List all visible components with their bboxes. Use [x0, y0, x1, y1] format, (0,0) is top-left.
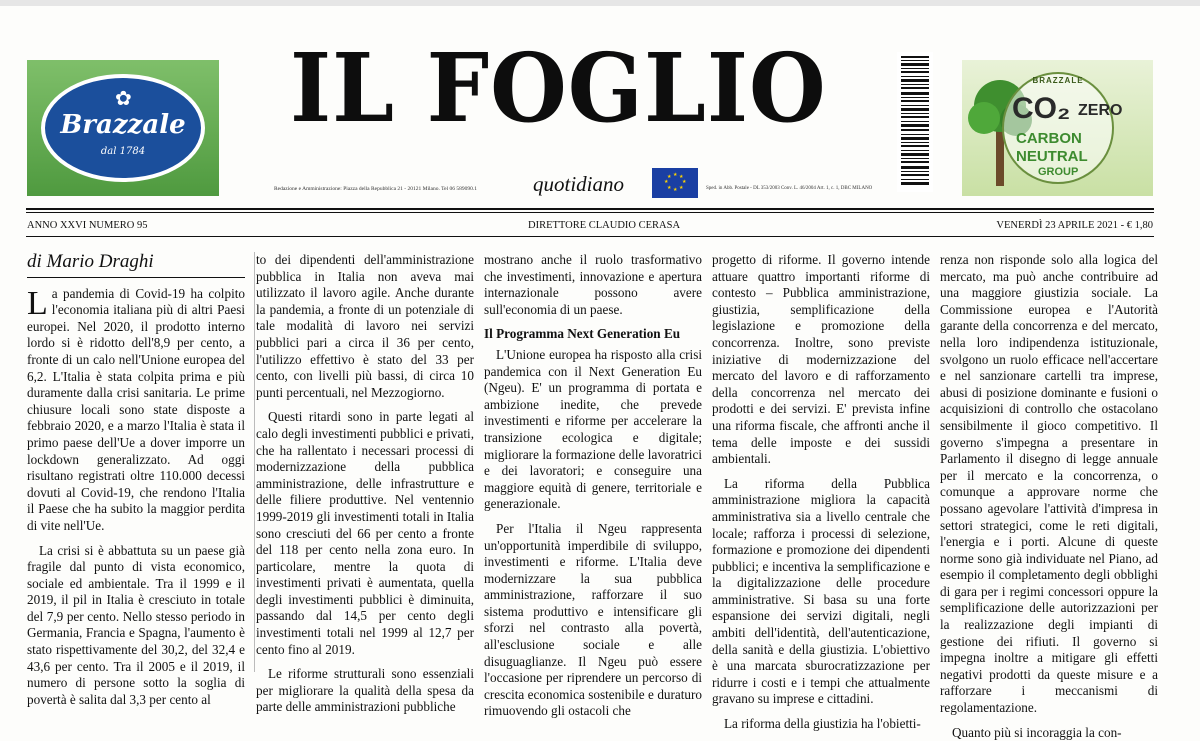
spedizione-info: Sped. in Abb. Postale - DL 353/2003 Conv. L. 46/2004 Art. 1, c. 1, DBC MILANO: [706, 186, 873, 191]
director-name: DIRETTORE CLAUDIO CERASA: [528, 220, 681, 231]
drop-cap: L: [27, 284, 48, 322]
co2-label: CO₂: [1012, 92, 1071, 125]
paragraph: mostrano anche il ruolo trasformativo che investimenti, innovazione e apertura internazionale possono avere sull'economia di un paese.: [484, 252, 702, 317]
issue-number: ANNO XXVI NUMERO 95: [27, 220, 148, 231]
group-label: GROUP: [1038, 166, 1079, 178]
paragraph: Le riforme strutturali sono essenziali per migliorare la qualità della spesa da parte delle amministrazioni pubbliche: [256, 666, 474, 715]
paragraph-text: a pandemia di Covid-19 ha colpito l'economia italiana più di altri Paesi europei. Nel 2020, il prodotto interno lordo si è ridotto dell'8,9 per cento, a fronte di un calo nell'Unione europea del 6,2. L'Italia è stata colpita prima e più duramente dalla crisi sanitaria. Le prime chiusure locali sono state disposte a febbraio 2020, e a marzo l'Italia è stata il primo paese dell'Ue a dover imporre un lockdown generalizzato. Ad oggi risultano registrati oltre 110.000 decessi dovuti al Covid-19, che rendono l'Italia il Paese che ha subito la maggior perdita di vite nell'Ue.: [27, 285, 245, 533]
article-column-3: [484, 252, 702, 719]
flower-icon: ✿: [115, 88, 132, 110]
zero-label: ZERO: [1078, 102, 1123, 119]
article-column-4: [712, 252, 930, 732]
paragraph: Per l'Italia il Ngeu rappresenta un'opportunità imperdibile di sviluppo, investimenti e riforme. L'Italia deve modernizzare la sua pubblica amministrazione, rafforzare il suo sistema produttivo e intensificare gli sforzi nel contrasto alla povertà, all'esclusione sociale e alle disuguaglianze. Il Ngeu può essere l'occasione per riprendere un percorso di crescita economica sostenibile e duraturo rimuovendo gli ostacoli che: [484, 520, 702, 719]
masthead-rule-thin: [26, 212, 1154, 213]
brazzale-ad[interactable]: [27, 60, 219, 196]
paragraph: La riforma della Pubblica amministrazione migliora la capacità amministrativa sia a livello centrale che locale; rafforza i processi di selezione, formazione e promozione dei dipendenti pubblici; e incentiva la semplificazione e la digitalizzazione delle procedure amministrative. Si basa su una forte espansione dei servizi digitali, negli ambiti dell'identità, dell'autenticazione, della sanità e della giustizia. L'obiettivo è una marcata sburocratizzazione per ridurre i costi e i tempi che attualmente gravano su imprese e cittadini.: [712, 475, 930, 707]
svg-text:★: ★: [667, 174, 672, 180]
svg-text:★: ★: [682, 179, 687, 185]
carbon-label: CARBON: [1016, 130, 1082, 147]
svg-text:★: ★: [667, 185, 672, 191]
paragraph: La riforma della giustizia ha l'obietti-: [724, 716, 921, 732]
masthead-title: IL FOGLIO: [290, 31, 827, 144]
top-strip: [0, 0, 1200, 6]
info-rule: [26, 236, 1154, 237]
neutral-label: NEUTRAL: [1016, 148, 1088, 165]
redazione-address: Redazione e Amministrazione: Piazza della Repubblica 21 - 20121 Milano. Tel 06 589090.1: [274, 186, 477, 192]
brazzale-brand: Brazzale: [60, 110, 186, 140]
paragraph: [27, 286, 245, 535]
paragraph: to dei dipendenti dell'amministrazione pubblica in Italia non aveva mai utilizzato il lavoro agile. Anche durante la pandemia, a fronte di un potenziale di tale modalità di lavoro nei servizi pubblici pari a circa il 36 per cento, l'utilizzo effettivo è stato del 33 per cento, con livelli più bassi, di circa 10 punti percentuali, nel Mezzogiorno.: [256, 252, 474, 400]
masthead-rule: [26, 208, 1154, 210]
paragraph: Quanto più si incoraggia la con-: [952, 724, 1122, 740]
paragraph: renza non risponde solo alla logica del mercato, ma può anche contribuire ad una maggiore giustizia sociale. La Commissione europea e l'Autorità garante della concorrenza e del mercato, nella loro indipendenza istituzionale, svolgono un ruolo efficace nell'accertare e nel sanzionare cartelli tra imprese, abusi di posizione dominante e fusioni o acquisizioni di controllo che ostacolano sensibilmente il gioco competitivo. Il governo s'impegna a presentare in Parlamento il disegno di legge annuale per il mercato e la concorrenza, o comunque a approvare norme che possano agevolare l'attività d'impresa in settori strategici, come le reti digitali, l'energia e i porti. Alcune di queste norme sono già individuate nel Piano, ad esempio il completamento degli obblighi di gara per i regimi concessori oppure la semplificazione delle autorizzazioni per la realizzazione degli impianti di gestione dei rifiuti. Il governo si impegna inoltre a mitigare gli effetti negativi prodotti da queste misure e a rafforzare i meccanismi di regolamentazione.: [940, 252, 1158, 716]
masthead-subtitle: quotidiano: [533, 172, 625, 196]
brazzale-since: dal 1784: [100, 146, 146, 157]
co2-zero-ad[interactable]: [962, 60, 1153, 196]
paragraph: L'Unione europea ha risposto alla crisi pandemica con il Next Generation Eu (Ngeu). E' un programma di portata e ambizione inedite, che prevede investimenti e riforme per accelerare la transizione ecologica e digitale; migliorare la formazione delle lavoratrici e dei lavoratori; e conseguire una maggiore equità di genere, territoriale e generazionale.: [484, 346, 702, 512]
eu-flag-icon: [652, 168, 698, 198]
svg-text:★: ★: [673, 172, 678, 178]
paragraph: La crisi si è abbattuta su un paese già fragile dal punto di vista economico, sociale ed ambientale. Tra il 1999 e il 2019, il pil in Italia è cresciuto in totale del 7,9 per cento. Nello stesso periodo in Germania, Francia e Spagna, l'aumento è stato rispettivamente del 30,2, del 32,4 e 43,6 per cento. Tra il 2005 e il 2019, il numero di persone sotto la soglia di povertà è salita dal 3,3 per cento al: [27, 542, 245, 707]
co2-brand: BRAZZALE: [1032, 76, 1084, 85]
paragraph: progetto di riforme. Il governo intende attuare quattro importanti riforme di contesto – Pubblica amministrazione, giustizia, semplificazione della legislazione e promozione della concorrenza. Inoltre, sono previste iniziative di modernizzazione del mercato del lavoro e di rafforzamento della concorrenza nel mercato dei prodotti e dei servizi. E' prevista infine una riforma fiscale, che affronti anche il tema delle imposte e dei sussidi ambientali.: [712, 252, 930, 467]
paragraph: Questi ritardi sono in parte legati al calo degli investimenti pubblici e privati, che ha rallentato i necessari processi di modernizzazione della pubblica amministrazione, delle infrastrutture e delle filiere produttive. Nel ventennio 1999-2019 gli investimenti totali in Italia sono cresciuti del 66 per cento a fronte del 118 per cento nella zona euro. In particolare, mentre la quota di investimenti privati è aumentata, quella degli investimenti pubblici è diminuita, passando dal 14,5 per cento degli investimenti totali nel 1999 al 12,7 per cento fino al 2019.: [256, 409, 474, 657]
issue-date-price: VENERDÌ 23 APRILE 2021 - € 1,80: [996, 220, 1153, 231]
svg-text:★: ★: [679, 185, 684, 191]
svg-text:★: ★: [673, 187, 678, 193]
svg-text:★: ★: [664, 179, 669, 185]
article-column-1: [27, 251, 245, 707]
svg-text:★: ★: [679, 174, 684, 180]
article-byline: di Mario Draghi: [27, 254, 245, 278]
section-heading: Il Programma Next Generation Eu: [484, 326, 681, 342]
column-separator: [254, 252, 255, 672]
article-column-5: [940, 252, 1158, 740]
barcode-icon: [897, 52, 933, 192]
article-column-2: [256, 252, 474, 715]
